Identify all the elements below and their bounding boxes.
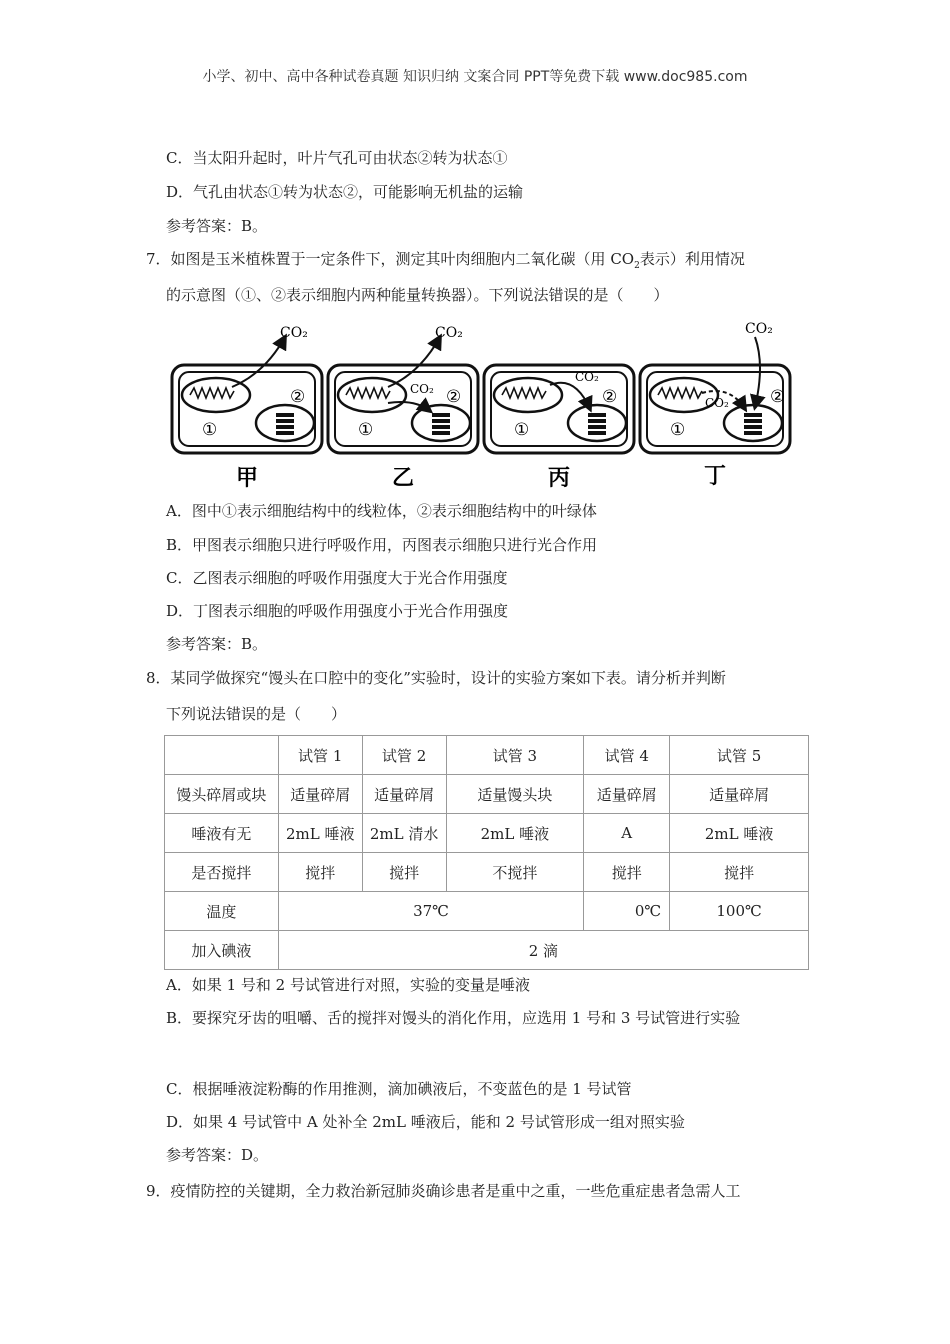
table-cell: 馒头碎屑或块: [165, 775, 279, 814]
table-cell: 2mL 唾液: [670, 814, 809, 853]
q7-stem-line2: 的示意图（①、②表示细胞内两种能量转换器）。下列说法错误的是（ ）: [166, 286, 669, 304]
label-2-yi: ②: [446, 387, 462, 407]
table-row: [165, 892, 809, 931]
table-cell: 0℃: [584, 892, 670, 931]
q9-stem-line1: 9．疫情防控的关键期，全力救治新冠肺炎确诊患者是重中之重，一些危重症患者急需人工: [146, 1182, 741, 1200]
co2-label-jia: CO₂: [280, 325, 308, 341]
table-cell: 适量碎屑: [670, 775, 809, 814]
table-header-row: [165, 736, 809, 775]
table-cell: 搅拌: [278, 853, 362, 892]
page-header: 小学、初中、高中各种试卷真题 知识归纳 文案合同 PPT等免费下载 www.doc985.com: [202, 69, 748, 85]
table-cell: 适量碎屑: [584, 775, 670, 814]
table-cell: 搅拌: [670, 853, 809, 892]
table-cell: 试管 1: [278, 736, 362, 775]
label-1-ding: ①: [670, 420, 686, 440]
q8-stem-line2: 下列说法错误的是（ ）: [166, 705, 347, 723]
label-1-bing: ①: [514, 420, 530, 440]
caption-jia: 甲: [235, 465, 259, 490]
q8-stem-line1: 8．某同学做探究“馒头在口腔中的变化”实验时，设计的实验方案如下表。请分析并判断: [146, 669, 726, 687]
q8-option-b: B．要探究牙齿的咀嚼、舌的搅拌对馒头的消化作用，应选用 1 号和 3 号试管进行实验: [166, 1009, 741, 1027]
q8-answer: 参考答案：D。: [166, 1146, 269, 1164]
table-cell: [165, 736, 279, 775]
table-row: [165, 931, 809, 970]
table-cell: 搅拌: [362, 853, 446, 892]
table-cell: 2mL 唾液: [446, 814, 584, 853]
table-cell: 试管 2: [362, 736, 446, 775]
q7-answer: 参考答案：B。: [166, 635, 268, 653]
caption-bing: 丙: [547, 465, 571, 490]
table-row: [165, 814, 809, 853]
experiment-table: [164, 735, 809, 970]
table-cell: 2mL 唾液: [278, 814, 362, 853]
caption-yi: 乙: [391, 465, 415, 490]
table-cell: 试管 5: [670, 736, 809, 775]
q7-option-d: D．丁图表示细胞的呼吸作用强度小于光合作用强度: [166, 602, 509, 620]
table-row: [165, 853, 809, 892]
q8-option-c: C．根据唾液淀粉酶的作用推测，滴加碘液后，不变蓝色的是 1 号试管: [166, 1080, 632, 1098]
table-cell: 是否搅拌: [165, 853, 279, 892]
caption-ding: 丁: [703, 463, 727, 489]
table-cell: A: [584, 814, 670, 853]
co2-label-yi-out: CO₂: [435, 325, 463, 341]
table-cell: 2 滴: [278, 931, 808, 970]
label-2-ding: ②: [770, 387, 786, 407]
co2-label-yi-in: CO₂: [410, 382, 434, 396]
q6-answer: 参考答案：B。: [166, 217, 268, 235]
table-cell: 100℃: [670, 892, 809, 931]
q7-stem-line1: 7．如图是玉米植株置于一定条件下，测定其叶肉细胞内二氧化碳（用 $CO_2$表示）利用情况: [146, 250, 745, 271]
q6-option-d: D．气孔由状态①转为状态②，可能影响无机盐的运输: [166, 183, 524, 201]
table-cell: 不搅拌: [446, 853, 584, 892]
table-cell: 搅拌: [584, 853, 670, 892]
table-cell: 适量馒头块: [446, 775, 584, 814]
table-cell: 试管 3: [446, 736, 584, 775]
table-cell: 37℃: [278, 892, 584, 931]
cell-diagram: [170, 315, 810, 490]
table-cell: 适量碎屑: [278, 775, 362, 814]
q7-option-b: B．甲图表示细胞只进行呼吸作用，丙图表示细胞只进行光合作用: [166, 536, 598, 554]
table-cell: 温度: [165, 892, 279, 931]
label-1-jia: ①: [202, 420, 218, 440]
q8-option-a: A．如果 1 号和 2 号试管进行对照，实验的变量是唾液: [166, 976, 530, 994]
table-cell: 加入碘液: [165, 931, 279, 970]
co2-label-ding-out: CO₂: [745, 321, 773, 337]
label-2-bing: ②: [602, 387, 618, 407]
q7-option-a: A．图中①表示细胞结构中的线粒体，②表示细胞结构中的叶绿体: [166, 502, 597, 520]
co2-label-bing: CO₂: [575, 370, 599, 384]
label-2-jia: ②: [290, 387, 306, 407]
table-row: [165, 775, 809, 814]
co2-label-ding-in: CO₂: [705, 396, 729, 410]
table-cell: 试管 4: [584, 736, 670, 775]
q8-option-d: D．如果 4 号试管中 A 处补全 2mL 唾液后，能和 2 号试管形成一组对照实验: [166, 1113, 685, 1131]
cell-bing: [484, 365, 634, 453]
q6-option-c: C．当太阳升起时，叶片气孔可由状态②转为状态①: [166, 149, 508, 167]
table-cell: 2mL 清水: [362, 814, 446, 853]
label-1-yi: ①: [358, 420, 374, 440]
table-cell: 适量碎屑: [362, 775, 446, 814]
table-cell: 唾液有无: [165, 814, 279, 853]
q7-option-c: C．乙图表示细胞的呼吸作用强度大于光合作用强度: [166, 569, 508, 587]
